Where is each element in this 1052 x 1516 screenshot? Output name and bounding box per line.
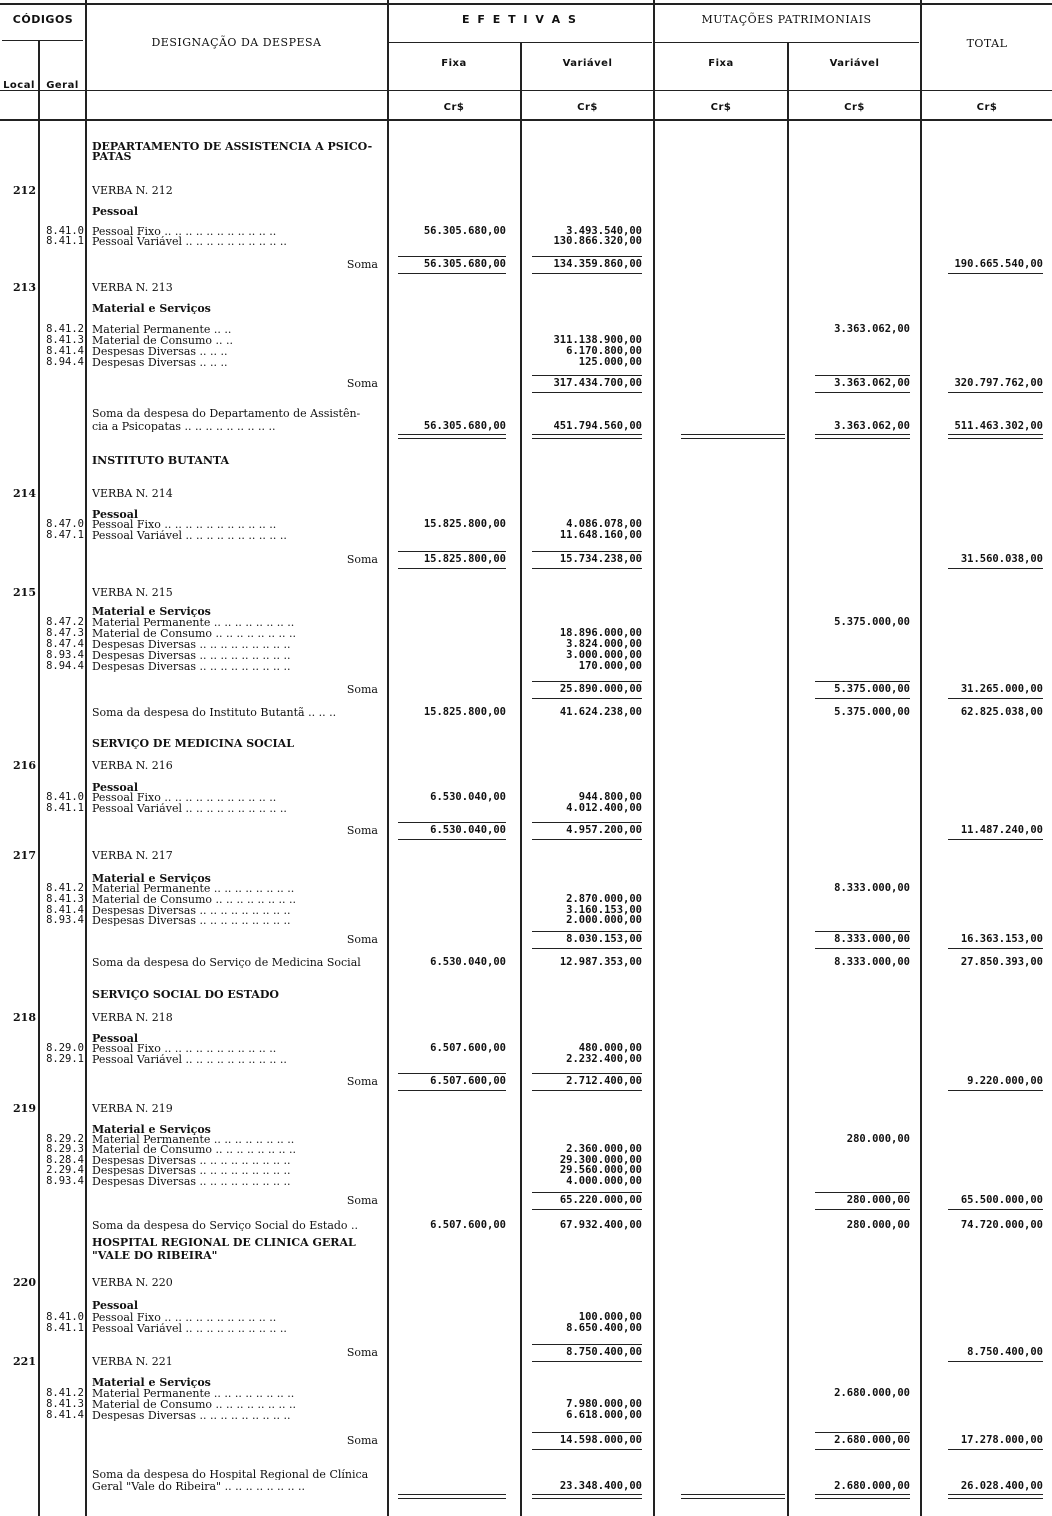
item-designation: Despesas Diversas .. .. .. — [92, 346, 228, 357]
value-ef-var: 14.598.000,00 — [559, 1434, 642, 1446]
item-designation: Pessoal Fixo .. .. .. .. .. .. .. .. .. .. .. — [92, 1043, 277, 1054]
grand-total-rule — [681, 434, 785, 439]
sum-rule-top — [532, 822, 642, 823]
geral-code: 8.47.0 — [46, 518, 84, 530]
header-efetivas: E F E T I V A S — [462, 13, 578, 26]
geral-code: 8.47.3 — [46, 627, 84, 639]
item-designation: Material Permanente .. .. .. .. .. .. .. .. — [92, 617, 295, 628]
value-ef-fixa: 6.507.600,00 — [430, 1075, 506, 1087]
geral-code: 8.41.1 — [46, 802, 84, 814]
grand-total-rule — [532, 434, 642, 439]
total-rule — [948, 1361, 1043, 1362]
header-local: Local — [3, 80, 35, 91]
value-total: 11.487.240,00 — [960, 824, 1043, 836]
item-designation: Pessoal Fixo .. .. .. .. .. .. .. .. .. .. .. — [92, 792, 277, 803]
sum-rule-top — [532, 1432, 642, 1433]
value-total: 320.797.762,00 — [954, 377, 1043, 389]
sum-rule-bottom — [532, 1449, 642, 1450]
col-divider-mutacoes — [920, 0, 922, 1516]
soma-label: Soma — [346, 1194, 378, 1207]
value-ef-var: 3.824.000,00 — [566, 638, 642, 650]
total-rule — [948, 948, 1043, 949]
geral-code: 8.41.0 — [46, 1311, 84, 1323]
value-ef-fixa: 15.825.800,00 — [423, 553, 506, 565]
sum-rule-top — [532, 1192, 642, 1193]
item-designation: Material Permanente .. .. .. .. .. .. .. .. — [92, 1134, 295, 1145]
verba-heading: VERBA N. 218 — [92, 1012, 173, 1023]
item-designation: Pessoal Variável .. .. .. .. .. .. .. .. .. .. — [92, 803, 287, 814]
section-heading: Material e Serviços — [92, 606, 211, 617]
sum-rule-top — [815, 375, 910, 376]
item-designation: Pessoal Fixo .. .. .. .. .. .. .. .. .. .. .. — [92, 226, 277, 237]
sum-rule-bottom — [815, 1449, 910, 1450]
value-ef-var: 2.360.000,00 — [566, 1143, 642, 1155]
sum-rule-top — [532, 1073, 642, 1074]
item-designation: Pessoal Variável .. .. .. .. .. .. .. .. .. .. — [92, 236, 287, 247]
value-ef-var: 8.750.400,00 — [566, 1346, 642, 1358]
section-heading: DEPARTAMENTO DE ASSISTÊNCIA A PSICO- — [92, 141, 373, 152]
geral-code: 8.93.4 — [46, 914, 84, 926]
soma-label: Soma — [346, 683, 378, 696]
section-heading: Material e Serviços — [92, 873, 211, 884]
value-mut-var: 8.333.000,00 — [834, 882, 910, 894]
value-ef-var: 41.624.238,00 — [559, 706, 642, 718]
header-designacao: DESIGNAÇÃO DA DESPESA — [151, 36, 322, 49]
total-rule — [948, 568, 1043, 569]
local-code: 219 — [13, 1102, 36, 1115]
geral-code: 8.29.0 — [46, 1042, 84, 1054]
geral-code: 8.41.2 — [46, 882, 84, 894]
value-total: 31.265.000,00 — [960, 683, 1043, 695]
total-rule — [948, 392, 1043, 393]
local-code: 216 — [13, 759, 36, 772]
value-ef-var: 2.712.400,00 — [566, 1075, 642, 1087]
grand-total-rule — [815, 1494, 910, 1499]
value-ef-fixa: 56.305.680,00 — [423, 225, 506, 237]
value-ef-var: 23.348.400,00 — [559, 1480, 642, 1492]
section-heading: Pessoal — [92, 509, 139, 520]
geral-code: 8.47.2 — [46, 616, 84, 628]
currency-rule — [0, 90, 1052, 91]
header-mut-variavel-currency: Cr$ — [844, 102, 865, 113]
value-total: 62.825.038,00 — [960, 706, 1043, 718]
value-ef-var: 130.866.320,00 — [553, 235, 642, 247]
verba-heading: VERBA N. 215 — [92, 587, 173, 598]
value-total: 8.750.400,00 — [967, 1346, 1043, 1358]
total-rule — [948, 273, 1043, 274]
item-designation: Material Permanente .. .. — [92, 324, 232, 335]
geral-code: 8.47.1 — [46, 529, 84, 541]
value-ef-fixa: 6.530.040,00 — [430, 824, 506, 836]
sum-rule-bottom — [398, 839, 506, 840]
geral-code: 8.29.3 — [46, 1143, 84, 1155]
value-mut-var: 8.333.000,00 — [834, 956, 910, 968]
header-mutacoes: MUTAÇÕES PATRIMONIAIS — [701, 13, 872, 26]
value-ef-fixa: 15.825.800,00 — [423, 518, 506, 530]
sum-rule-top — [532, 931, 642, 932]
value-ef-var: 15.734.238,00 — [559, 553, 642, 565]
value-total: 190.665.540,00 — [954, 258, 1043, 270]
soma-label: Soma — [346, 933, 378, 946]
item-designation: Despesas Diversas .. .. .. .. .. .. .. .. .. — [92, 1165, 291, 1176]
value-ef-var: 170.000,00 — [578, 660, 642, 672]
header-geral: Geral — [46, 80, 79, 91]
value-ef-fixa: 56.305.680,00 — [423, 420, 506, 432]
header-ef-fixa: Fixa — [441, 58, 467, 69]
col-divider-local — [38, 40, 40, 1516]
sum-rule-top — [398, 1073, 506, 1074]
sum-rule-top — [532, 681, 642, 682]
soma-label: Soma — [346, 1434, 378, 1447]
sum-rule-bottom — [532, 392, 642, 393]
soma-label: Soma — [346, 258, 378, 271]
sum-rule-top — [815, 931, 910, 932]
value-mut-var: 5.375.000,00 — [834, 616, 910, 628]
sum-rule-bottom — [398, 1090, 506, 1091]
item-designation: Soma da despesa do Hospital Regional de Clínica — [92, 1469, 369, 1480]
sum-rule-top — [815, 1432, 910, 1433]
verba-heading: VERBA N. 221 — [92, 1356, 173, 1367]
section-heading: Material e Serviços — [92, 1124, 211, 1135]
sum-rule-bottom — [532, 839, 642, 840]
header-mut-variavel: Variável — [829, 58, 880, 69]
value-ef-var: 8.030.153,00 — [566, 933, 642, 945]
header-ef-fixa-currency: Cr$ — [443, 102, 465, 113]
total-rule — [948, 698, 1043, 699]
value-ef-var: 6.618.000,00 — [566, 1409, 642, 1421]
sum-rule-top — [815, 681, 910, 682]
value-ef-var: 4.086.078,00 — [566, 518, 642, 530]
value-ef-var: 7.980.000,00 — [566, 1398, 642, 1410]
grand-total-rule — [681, 1494, 785, 1499]
verba-heading: VERBA N. 216 — [92, 760, 173, 771]
item-designation: cia a Psicopatas .. .. .. .. .. .. .. .. .. — [92, 421, 276, 432]
sum-rule-bottom — [815, 698, 910, 699]
soma-label: Soma — [346, 1346, 378, 1359]
section-heading: Pessoal — [92, 782, 139, 793]
value-ef-fixa: 6.530.040,00 — [430, 791, 506, 803]
value-ef-var: 18.896.000,00 — [559, 627, 642, 639]
sum-rule-bottom — [532, 948, 642, 949]
value-ef-fixa: 15.825.800,00 — [423, 706, 506, 718]
value-ef-var: 29.560.000,00 — [559, 1164, 642, 1176]
item-designation: Despesas Diversas .. .. .. .. .. .. .. .. .. — [92, 1410, 291, 1421]
item-designation: Material de Consumo .. .. .. .. .. .. .. .. — [92, 628, 296, 639]
geral-code: 8.28.4 — [46, 1154, 84, 1166]
value-ef-var: 2.000.000,00 — [566, 914, 642, 926]
sum-rule-bottom — [398, 568, 506, 569]
top-rule — [0, 3, 1052, 5]
value-ef-var: 8.650.400,00 — [566, 1322, 642, 1334]
value-ef-var: 3.000.000,00 — [566, 649, 642, 661]
total-rule — [948, 1449, 1043, 1450]
section-heading: "VALE DO RIBEIRA" — [92, 1250, 218, 1261]
value-ef-var: 11.648.160,00 — [559, 529, 642, 541]
soma-label: Soma — [346, 553, 378, 566]
value-ef-var: 4.957.200,00 — [566, 824, 642, 836]
local-code: 217 — [13, 849, 36, 862]
item-designation: Material de Consumo .. .. .. .. .. .. .. .. — [92, 1144, 296, 1155]
local-code: 220 — [13, 1276, 36, 1289]
local-code: 221 — [13, 1355, 36, 1368]
value-ef-var: 4.000.000,00 — [566, 1175, 642, 1187]
sum-rule-bottom — [398, 273, 506, 274]
total-rule — [948, 1209, 1043, 1210]
value-mut-var: 2.680.000,00 — [834, 1387, 910, 1399]
sum-rule-bottom — [532, 568, 642, 569]
grand-total-rule — [948, 434, 1043, 439]
value-ef-var: 480.000,00 — [578, 1042, 642, 1054]
value-total: 74.720.000,00 — [960, 1219, 1043, 1231]
header-total: TOTAL — [966, 37, 1008, 50]
geral-code: 8.41.3 — [46, 1398, 84, 1410]
section-heading: Material e Serviços — [92, 303, 211, 314]
section-heading: Pessoal — [92, 206, 139, 217]
verba-heading: VERBA N. 212 — [92, 185, 173, 196]
header-mut-fixa-currency: Cr$ — [710, 102, 732, 113]
sum-rule-top — [815, 1192, 910, 1193]
local-code: 213 — [13, 281, 36, 294]
geral-code: 2.29.4 — [46, 1164, 84, 1176]
value-mut-var: 2.680.000,00 — [834, 1434, 910, 1446]
value-ef-var: 134.359.860,00 — [553, 258, 642, 270]
codigos-rule — [2, 40, 83, 41]
value-ef-fixa: 6.507.600,00 — [430, 1042, 506, 1054]
col-divider-geral — [85, 0, 87, 1516]
section-heading: SERVIÇO SOCIAL DO ESTADO — [92, 989, 279, 1000]
header-ef-variavel: Variável — [562, 58, 613, 69]
value-mut-var: 3.363.062,00 — [834, 377, 910, 389]
value-mut-var: 8.333.000,00 — [834, 933, 910, 945]
local-code: 218 — [13, 1011, 36, 1024]
sum-rule-bottom — [815, 948, 910, 949]
grand-total-rule — [815, 434, 910, 439]
section-heading: Material e Serviços — [92, 1377, 211, 1388]
value-mut-var: 3.363.062,00 — [834, 323, 910, 335]
geral-code: 8.47.4 — [46, 638, 84, 650]
sum-rule-bottom — [532, 1090, 642, 1091]
value-total: 31.560.038,00 — [960, 553, 1043, 565]
verba-heading: VERBA N. 214 — [92, 488, 173, 499]
geral-code: 8.93.4 — [46, 649, 84, 661]
header-ef-variavel-currency: Cr$ — [577, 102, 598, 113]
header-bottom-rule — [0, 119, 1052, 121]
geral-code: 8.41.3 — [46, 334, 84, 346]
item-designation: Despesas Diversas .. .. .. .. .. .. .. .. .. — [92, 905, 291, 916]
value-ef-var: 317.434.700,00 — [553, 377, 642, 389]
value-total: 65.500.000,00 — [960, 1194, 1043, 1206]
value-total: 26.028.400,00 — [960, 1480, 1043, 1492]
value-ef-var: 12.987.353,00 — [559, 956, 642, 968]
item-designation: Soma da despesa do Instituto Butantã .. .. .. — [92, 707, 337, 718]
sum-rule-top — [398, 256, 506, 257]
item-designation: Material de Consumo .. .. .. .. .. .. .. .. — [92, 1399, 296, 1410]
geral-code: 8.41.2 — [46, 1387, 84, 1399]
local-code: 214 — [13, 487, 36, 500]
value-mut-var: 280.000,00 — [846, 1133, 910, 1145]
geral-code: 8.41.1 — [46, 1322, 84, 1334]
grand-total-rule — [398, 1494, 506, 1499]
local-code: 215 — [13, 586, 36, 599]
verba-heading: VERBA N. 213 — [92, 282, 173, 293]
value-ef-fixa: 6.507.600,00 — [430, 1219, 506, 1231]
header-codigos: CÓDIGOS — [12, 13, 74, 26]
value-ef-var: 451.794.560,00 — [553, 420, 642, 432]
value-mut-var: 2.680.000,00 — [834, 1480, 910, 1492]
value-mut-var: 5.375.000,00 — [834, 706, 910, 718]
col-divider-efetivas — [653, 0, 655, 1516]
verba-heading: VERBA N. 220 — [92, 1277, 173, 1288]
header-total-currency: Cr$ — [976, 102, 998, 113]
item-designation: Despesas Diversas .. .. .. .. .. .. .. .. .. — [92, 1176, 291, 1187]
value-ef-var: 6.170.800,00 — [566, 345, 642, 357]
value-total: 511.463.302,00 — [954, 420, 1043, 432]
sum-rule-bottom — [532, 1361, 642, 1362]
value-mut-var: 280.000,00 — [846, 1219, 910, 1231]
value-mut-var: 280.000,00 — [846, 1194, 910, 1206]
item-designation: Pessoal Variável .. .. .. .. .. .. .. .. .. .. — [92, 1323, 287, 1334]
value-ef-var: 4.012.400,00 — [566, 802, 642, 814]
section-heading: SERVIÇO DE MEDICINA SOCIAL — [92, 738, 294, 749]
geral-code: 8.29.2 — [46, 1133, 84, 1145]
total-rule — [948, 1090, 1043, 1091]
total-rule — [948, 839, 1043, 840]
soma-label: Soma — [346, 377, 378, 390]
sum-rule-top — [532, 1344, 642, 1345]
item-designation: Soma da despesa do Departamento de Assistên- — [92, 408, 361, 419]
grand-total-rule — [532, 1494, 642, 1499]
section-heading: INSTITUTO BUTANTÃ — [92, 455, 230, 466]
item-designation: Pessoal Fixo .. .. .. .. .. .. .. .. .. .. .. — [92, 1312, 277, 1323]
value-ef-var: 2.870.000,00 — [566, 893, 642, 905]
sum-rule-bottom — [532, 698, 642, 699]
geral-code: 8.93.4 — [46, 1175, 84, 1187]
header-mut-fixa: Fixa — [708, 58, 734, 69]
geral-code: 8.41.0 — [46, 791, 84, 803]
value-ef-var: 125.000,00 — [578, 356, 642, 368]
geral-code: 8.41.4 — [46, 1409, 84, 1421]
geral-code: 8.29.1 — [46, 1053, 84, 1065]
item-designation: Soma da despesa do Serviço de Medicina Social — [92, 957, 361, 968]
item-designation: Despesas Diversas .. .. .. .. .. .. .. .. .. — [92, 650, 291, 661]
sum-rule-bottom — [532, 1209, 642, 1210]
value-ef-var: 25.890.000,00 — [559, 683, 642, 695]
value-total: 9.220.000,00 — [967, 1075, 1043, 1087]
value-total: 27.850.393,00 — [960, 956, 1043, 968]
sum-rule-top — [532, 375, 642, 376]
grand-total-rule — [398, 434, 506, 439]
grand-total-rule — [948, 1494, 1043, 1499]
item-designation: Despesas Diversas .. .. .. .. .. .. .. .. .. — [92, 639, 291, 650]
value-ef-var: 311.138.900,00 — [553, 334, 642, 346]
sum-rule-bottom — [815, 1209, 910, 1210]
item-designation: Material de Consumo .. .. — [92, 335, 234, 346]
sum-rule-top — [532, 551, 642, 552]
value-ef-var: 67.932.400,00 — [559, 1219, 642, 1231]
item-designation: Pessoal Fixo .. .. .. .. .. .. .. .. .. .. .. — [92, 519, 277, 530]
geral-code: 8.41.4 — [46, 904, 84, 916]
local-code: 212 — [13, 184, 36, 197]
verba-heading: VERBA N. 217 — [92, 850, 173, 861]
item-designation: Pessoal Variável .. .. .. .. .. .. .. .. .. .. — [92, 530, 287, 541]
section-heading: Pessoal — [92, 1033, 139, 1044]
section-heading: PATAS — [92, 151, 132, 162]
verba-heading: VERBA N. 219 — [92, 1103, 173, 1114]
col-divider-mut-fixa — [787, 42, 789, 1516]
section-heading: Pessoal — [92, 1300, 139, 1311]
value-ef-var: 29.300.000,00 — [559, 1154, 642, 1166]
value-ef-var: 3.493.540,00 — [566, 225, 642, 237]
item-designation: Despesas Diversas .. .. .. .. .. .. .. .. .. — [92, 1155, 291, 1166]
soma-label: Soma — [346, 824, 378, 837]
item-designation: Soma da despesa do Serviço Social do Estado .. — [92, 1220, 359, 1231]
value-mut-var: 3.363.062,00 — [834, 420, 910, 432]
value-ef-fixa: 56.305.680,00 — [423, 258, 506, 270]
item-designation: Pessoal Variável .. .. .. .. .. .. .. .. .. .. — [92, 1054, 287, 1065]
item-designation: Material de Consumo .. .. .. .. .. .. .. .. — [92, 894, 296, 905]
value-ef-var: 2.232.400,00 — [566, 1053, 642, 1065]
item-designation: Material Permanente .. .. .. .. .. .. .. .. — [92, 883, 295, 894]
value-total: 17.278.000,00 — [960, 1434, 1043, 1446]
geral-code: 8.94.4 — [46, 660, 84, 672]
item-designation: Material Permanente .. .. .. .. .. .. .. .. — [92, 1388, 295, 1399]
value-ef-var: 65.220.000,00 — [559, 1194, 642, 1206]
value-ef-fixa: 6.530.040,00 — [430, 956, 506, 968]
section-heading: HOSPITAL REGIONAL DE CLÍNICA GERAL — [92, 1237, 356, 1248]
value-ef-var: 3.160.153,00 — [566, 904, 642, 916]
geral-code: 8.41.0 — [46, 225, 84, 237]
geral-code: 8.41.3 — [46, 893, 84, 905]
item-designation: Geral "Vale do Ribeira" .. .. .. .. .. .. .. .. — [92, 1481, 306, 1492]
geral-code: 8.94.4 — [46, 356, 84, 368]
value-ef-var: 944.800,00 — [578, 791, 642, 803]
item-designation: Despesas Diversas .. .. .. .. .. .. .. .. .. — [92, 661, 291, 672]
sum-rule-top — [398, 551, 506, 552]
geral-code: 8.41.2 — [46, 323, 84, 335]
geral-code: 8.41.4 — [46, 345, 84, 357]
sum-rule-top — [398, 822, 506, 823]
item-designation: Despesas Diversas .. .. .. — [92, 357, 228, 368]
sum-rule-bottom — [532, 273, 642, 274]
sum-rule-bottom — [815, 392, 910, 393]
soma-label: Soma — [346, 1075, 378, 1088]
item-designation: Despesas Diversas .. .. .. .. .. .. .. .. .. — [92, 915, 291, 926]
sum-rule-top — [532, 256, 642, 257]
value-total: 16.363.153,00 — [960, 933, 1043, 945]
value-mut-var: 5.375.000,00 — [834, 683, 910, 695]
geral-code: 8.41.1 — [46, 235, 84, 247]
value-ef-var: 100.000,00 — [578, 1311, 642, 1323]
